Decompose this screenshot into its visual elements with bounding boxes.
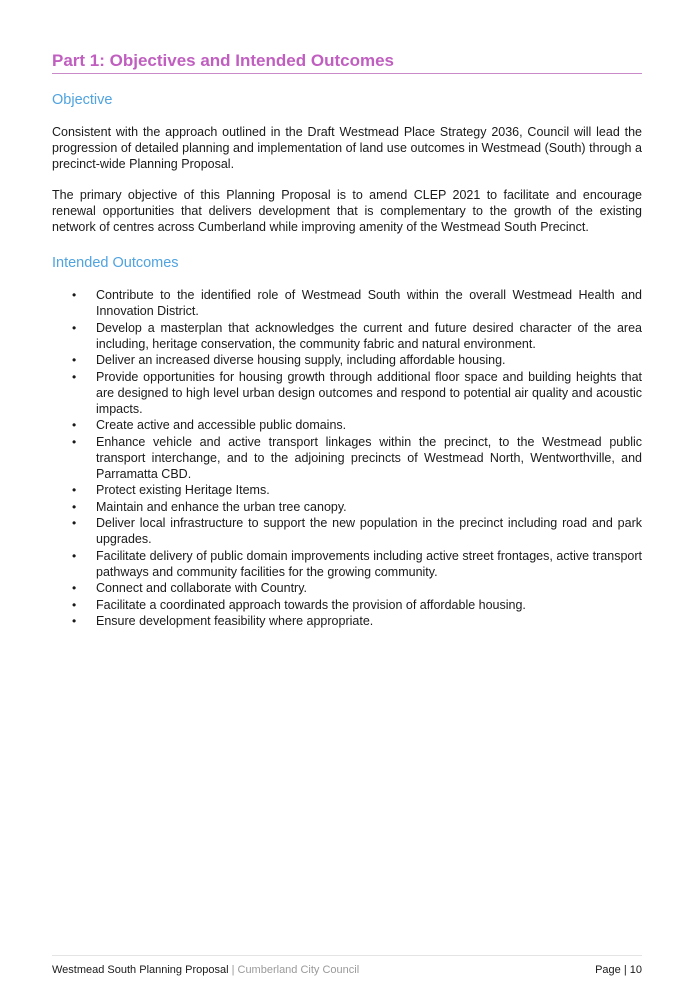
intended-outcomes-list	[52, 287, 642, 630]
list-item-text: Contribute to the identified role of Westmead South within the overall Westmead Health and Innovation District.	[96, 288, 642, 318]
bullet-icon: •	[72, 418, 77, 432]
objective-paragraph-1: Consistent with the approach outlined in the Draft Westmead Place Strategy 2036, Council will lead the progression of detailed planning and implementation of land use outcomes in Westmead (South) through a precinct-wide Planning Proposal.	[52, 125, 642, 171]
list-item	[52, 320, 642, 352]
list-item-text: Create active and accessible public domains.	[96, 418, 347, 432]
list-item-text: Develop a masterplan that acknowledges the current and future desired character of the area including, heritage conservation, the community fabric and natural environment.	[96, 320, 642, 351]
bullet-icon: •	[72, 548, 77, 563]
bullet-icon: •	[72, 614, 77, 628]
bullet-icon: •	[72, 581, 77, 595]
list-item-text: Provide opportunities for housing growth through additional floor space and building heights that are designed to high level urban design outcomes and respond to potential air quality and acoustic impacts.	[96, 369, 642, 416]
list-item-text: Deliver an increased diverse housing supply, including affordable housing.	[96, 353, 506, 367]
footer-document-title: Westmead South Planning Proposal	[52, 964, 229, 976]
list-item	[52, 548, 642, 580]
list-item	[52, 352, 642, 368]
bullet-icon: •	[72, 597, 77, 612]
bullet-icon: •	[72, 434, 77, 449]
list-item	[52, 482, 642, 498]
list-item	[52, 597, 642, 613]
list-item-text: Facilitate a coordinated approach towards the provision of affordable housing.	[96, 597, 526, 612]
list-item	[52, 580, 642, 596]
footer-separator: |	[228, 964, 238, 976]
list-item-text: Connect and collaborate with Country.	[96, 581, 307, 595]
list-item-text: Ensure development feasibility where appropriate.	[96, 614, 374, 628]
list-item-text: Facilitate delivery of public domain improvements including active street frontages, active transport pathways and community facilities for the growing community.	[96, 548, 642, 579]
part-title: Part 1: Objectives and Intended Outcomes	[52, 50, 642, 74]
list-item	[52, 369, 642, 417]
objective-heading: Objective	[52, 92, 113, 108]
objective-paragraph-2: The primary objective of this Planning Proposal is to amend CLEP 2021 to facilitate and encourage renewal opportunities that delivers development that is complementary to the growth of the existing network of centres across Cumberland while improving amenity of the Westmead South Precinct.	[52, 188, 642, 234]
list-item-text: Deliver local infrastructure to support the new population in the precinct including road and park upgrades.	[96, 516, 642, 546]
bullet-icon: •	[72, 369, 77, 384]
list-item	[52, 515, 642, 547]
list-item	[52, 287, 642, 319]
footer-page-number: Page | 10	[595, 964, 642, 976]
bullet-icon: •	[72, 288, 77, 302]
bullet-icon: •	[72, 353, 77, 367]
bullet-icon: •	[72, 499, 77, 514]
list-item-text: Protect existing Heritage Items.	[96, 483, 270, 497]
footer-left	[52, 963, 359, 977]
list-item	[52, 613, 642, 629]
bullet-icon: •	[72, 320, 77, 335]
intended-outcomes-heading: Intended Outcomes	[52, 255, 179, 271]
list-item-text: Maintain and enhance the urban tree canopy.	[96, 499, 347, 514]
bullet-icon: •	[72, 483, 77, 497]
footer-council-name: Cumberland City Council	[237, 964, 360, 976]
page-footer	[52, 955, 642, 977]
list-item	[52, 499, 642, 515]
list-item	[52, 417, 642, 433]
bullet-icon: •	[72, 516, 77, 530]
list-item	[52, 434, 642, 482]
list-item-text: Enhance vehicle and active transport linkages within the precinct, to the Westmead public transport interchange, and to the adjoining precincts of Westmead North, Wentworthville, and Parramatta CBD.	[96, 434, 642, 481]
document-page	[52, 0, 642, 990]
